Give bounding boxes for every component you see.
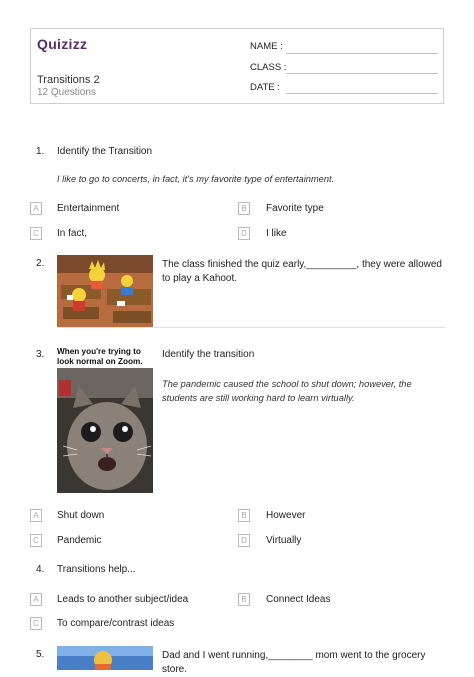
worksheet-title: Transitions 2 xyxy=(37,74,100,86)
question-sentence: The pandemic caused the school to shut down; however, the students are still working hard to learn virtually. xyxy=(162,379,412,403)
option-text[interactable]: I like xyxy=(266,228,287,239)
option-letter: B xyxy=(238,202,250,215)
meme-caption: When you're trying to look normal on Zoom. xyxy=(57,347,143,366)
option-letter: A xyxy=(30,593,42,606)
question-sentence: I like to go to concerts, in fact, it's my favorite type of entertainment. xyxy=(57,174,335,184)
question-number: 4. xyxy=(36,564,45,575)
simpsons-classroom-image xyxy=(57,255,153,327)
option-letter: D xyxy=(238,227,250,240)
option-text[interactable]: In fact, xyxy=(57,228,88,239)
option-letter: C xyxy=(30,227,42,240)
option-text[interactable]: Connect Ideas xyxy=(266,594,331,605)
option-letter: A xyxy=(30,509,42,522)
option-text[interactable]: Shut down xyxy=(57,510,105,521)
quizizz-logo: Quizizz xyxy=(37,36,88,52)
cat-zoom-meme-image xyxy=(57,368,153,493)
option-letter: C xyxy=(30,617,42,630)
question-prompt: The class finished the quiz early,_________, they were allowed to play a Kahoot. xyxy=(162,259,442,284)
question-prompt: Identify the transition xyxy=(162,349,255,360)
option-text[interactable]: Leads to another subject/idea xyxy=(57,594,189,605)
option-letter: B xyxy=(238,509,250,522)
option-letter: C xyxy=(30,534,42,547)
question-count: 12 Questions xyxy=(37,87,96,98)
date-field[interactable] xyxy=(286,93,438,94)
question-number: 2. xyxy=(36,258,45,269)
class-field[interactable] xyxy=(286,73,438,74)
question-prompt: Dad and I went running,________ mom went to the grocery store. xyxy=(162,650,426,675)
option-letter: A xyxy=(30,202,42,215)
option-text[interactable]: Pandemic xyxy=(57,535,102,546)
question-prompt: Transitions help... xyxy=(57,564,136,575)
question-prompt: Identify the Transition xyxy=(57,146,153,157)
question-number: 5. xyxy=(36,649,45,660)
option-letter: D xyxy=(238,534,250,547)
question-number: 3. xyxy=(36,349,45,360)
question-divider xyxy=(57,327,445,328)
option-letter: B xyxy=(238,593,250,606)
option-text[interactable]: Entertainment xyxy=(57,203,120,214)
name-label: NAME : xyxy=(250,41,283,52)
date-label: DATE : xyxy=(250,82,280,93)
option-text[interactable]: However xyxy=(266,510,306,521)
class-label: CLASS : xyxy=(250,62,287,73)
question-number: 1. xyxy=(36,146,45,157)
option-text[interactable]: Virtually xyxy=(266,535,302,546)
option-text[interactable]: Favorite type xyxy=(266,203,324,214)
option-text[interactable]: To compare/contrast ideas xyxy=(57,618,175,629)
name-field[interactable] xyxy=(286,53,438,54)
anime-running-image xyxy=(57,646,153,670)
